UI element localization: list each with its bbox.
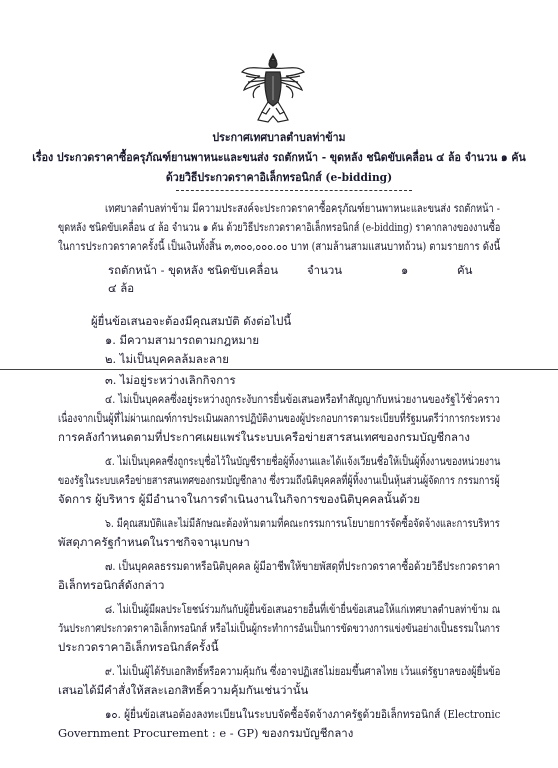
qualification-1: ๑. มีความสามารถตามกฎหมาย <box>105 333 260 347</box>
qualification-9-line: เสนอได้มีคำสั่งให้สละเอกสิทธิ์ความคุ้มกันเช่นว่านั้น <box>58 683 309 697</box>
qualification-6-first: ๖. มีคุณสมบัติและไม่มีลักษณะต้องห้ามตามที่คณะกรรมการนโยบายการจัดซื้อจัดจ้างและการบริหาร <box>105 516 500 530</box>
garuda-emblem-icon <box>238 50 308 125</box>
qualification-4-first: ๔. ไม่เป็นบุคคลซึ่งอยู่ระหว่างถูกระงับการยื่นข้อเสนอหรือทำสัญญากับหน่วยงานของรัฐไว้ชั่วคราว <box>105 392 500 406</box>
intro-line-3: ในการประกวดราคาครั้งนี้ เป็นเงินทั้งสิ้น ๓,๓๐๐,๐๐๐.๐๐ บาท (สามล้านสามแสนบาทถ้วน) ตามรายการ ดังนี้ <box>58 239 501 253</box>
qualification-7-line: อิเล็กทรอนิกส์ดังกล่าว <box>58 578 165 592</box>
qualification-5-first: ๕. ไม่เป็นบุคคลซึ่งถูกระบุชื่อไว้ในบัญชีรายชื่อผู้ทิ้งงานและได้แจ้งเวียนชื่อให้เป็นผู้ทิ้งงานของหน่วยงาน <box>105 454 501 468</box>
header-divider <box>176 190 412 191</box>
qualification-6-line: พัสดุภาครัฐกำหนดในราชกิจจานุเบกษา <box>58 535 250 549</box>
qualification-7-first: ๗. เป็นบุคคลธรรมดาหรือนิติบุคคล ผู้มีอาชีพให้ขายพัสดุที่ประกวดราคาซื้อด้วยวิธีประกวดราคา <box>105 559 501 573</box>
page-fold-line <box>0 369 558 370</box>
qualification-2: ๒. ไม่เป็นบุคคลล้มละลาย <box>105 352 229 366</box>
intro-line-2: ขุดหลัง ชนิดขับเคลื่อน ๔ ล้อ จำนวน ๑ คัน ด้วยวิธีประกวดราคาอิเล็กทรอนิกส์ (e-bidding) ราคากลางของงานซื้อ <box>58 220 501 234</box>
qualification-10-line: Government Procurement : e - GP) ของกรมบัญชีกลาง <box>58 726 354 740</box>
announcement-title: ประกาศเทศบาลตำบลท่าข้าม <box>212 130 346 144</box>
qualification-5-line: จัดการ ผู้บริหาร ผู้มีอำนาจในการดำเนินงานในกิจการของนิติบุคคลนั้นด้วย <box>58 492 421 506</box>
qualification-5-line: ของรัฐในระบบเครือข่ายสารสนเทศของกรมบัญชีกลาง ซึ่งรวมถึงนิติบุคคลที่ผู้ทิ้งงานเป็นหุ้นส่วนผู้จัดการ กรรมการผู้ <box>58 473 500 487</box>
intro-line-1: เทศบาลตำบลท่าข้าม มีความประสงค์จะประกวดราคาซื้อครุภัณฑ์ยานพาหนะและขนส่ง รถตักหน้า - <box>105 201 500 215</box>
item-name-cont: ๔ ล้อ <box>108 281 135 295</box>
subject-line-1: เรื่อง ประกวดราคาซื้อครุภัณฑ์ยานพาหนะและขนส่ง รถตักหน้า - ขุดหลัง ชนิดขับเคลื่อน ๔ ล้อ จำนวน ๑ คัน <box>32 150 526 164</box>
qualification-8-line: วันประกาศประกวดราคาอิเล็กทรอนิกส์ หรือไม่เป็นผู้กระทำการอันเป็นการขัดขวางการแข่งขันอย่างเป็นธรรมในการ <box>58 621 501 635</box>
subject-line-2: ด้วยวิธีประกวดราคาอิเล็กทรอนิกส์ (e-bidding) <box>165 170 393 184</box>
item-qty-label: จำนวน <box>307 263 343 277</box>
item-qty: ๑ <box>401 263 409 277</box>
qualification-8-line: ประกวดราคาอิเล็กทรอนิกส์ครั้งนี้ <box>58 640 219 654</box>
qualification-10-first: ๑๐. ผู้ยื่นข้อเสนอต้องลงทะเบียนในระบบจัดซื้อจัดจ้างภาครัฐด้วยอิเล็กทรอนิกส์ (Electronic <box>105 707 501 721</box>
item-unit: คัน <box>457 263 473 277</box>
qualification-4-line: การคลังกำหนดตามที่ประกาศเผยแพร่ในระบบเครือข่ายสารสนเทศของกรมบัญชีกลาง <box>58 430 470 444</box>
qualification-3: ๓. ไม่อยู่ระหว่างเลิกกิจการ <box>105 373 236 387</box>
qualification-8-first: ๘. ไม่เป็นผู้มีผลประโยชน์ร่วมกันกับผู้ยื่นข้อเสนอรายอื่นที่เข้ายื่นข้อเสนอให้แก่เทศบาลตำบลท่าข้าม ณ <box>105 602 501 616</box>
qualification-4-line: เนื่องจากเป็นผู้ที่ไม่ผ่านเกณฑ์การประเมินผลการปฏิบัติงานของผู้ประกอบการตามระเบียบที่รัฐมนตรีว่าการกระทรวง <box>58 411 501 425</box>
qualifications-heading: ผู้ยื่นข้อเสนอจะต้องมีคุณสมบัติ ดังต่อไปนี้ <box>91 314 292 328</box>
qualification-9-first: ๙. ไม่เป็นผู้ได้รับเอกสิทธิ์หรือความคุ้มกัน ซึ่งอาจปฏิเสธไม่ยอมขึ้นศาลไทย เว้นแต่รัฐบาลของผู้ยื่นข้อ <box>105 664 501 678</box>
item-name: รถตักหน้า - ขุดหลัง ชนิดขับเคลื่อน <box>108 263 278 277</box>
